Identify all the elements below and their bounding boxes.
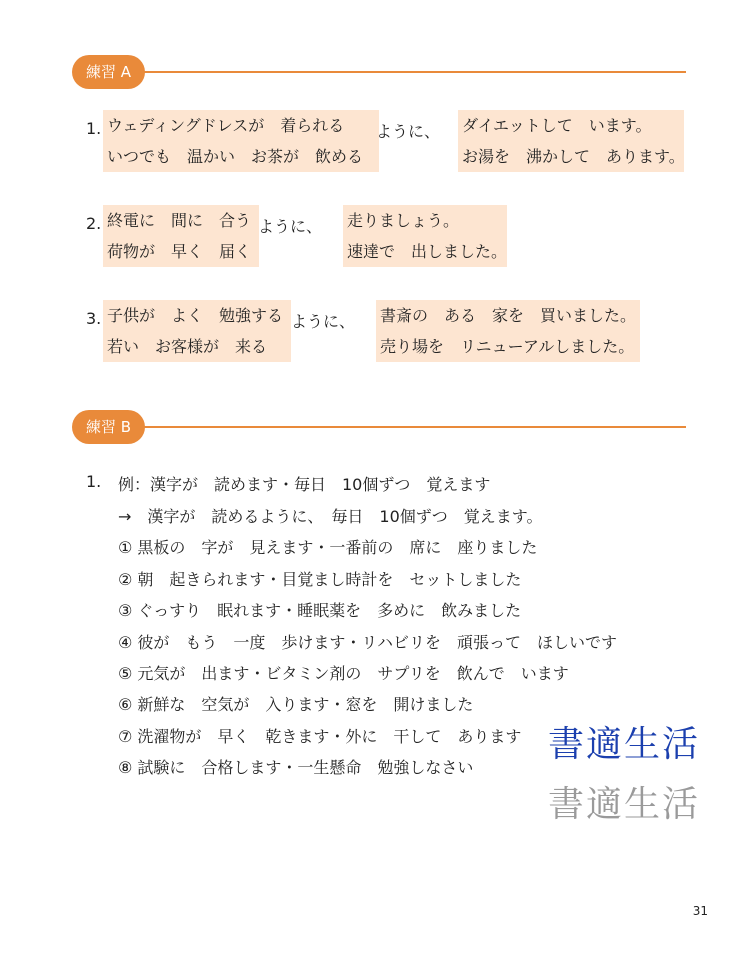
item-a1-clause xyxy=(103,110,379,172)
watermark-blue: 書適生活 xyxy=(548,724,701,765)
section-b-item-3: ③ ぐっすり 眠れます・睡眠薬を 多めに 飲みました xyxy=(118,601,522,620)
section-a-title: 練習 A xyxy=(72,55,145,89)
item-a1-result xyxy=(458,110,684,172)
section-b-title: 練習 B xyxy=(72,410,145,444)
item-a3-result-line1: 書斎の ある 家を 買いました。 xyxy=(380,306,637,325)
item-a3-clause xyxy=(103,300,291,362)
item-a3-clause-line1: 子供が よく 勉強する xyxy=(107,306,284,325)
item-a2-number: 2. xyxy=(86,214,102,233)
item-a1-clause-line2: いつでも 温かい お茶が 飲める xyxy=(107,147,364,166)
item-a3-number: 3. xyxy=(86,309,102,328)
item-a2-connector: ように、 xyxy=(258,217,323,236)
item-a1-result-line2: お湯を 沸かして あります。 xyxy=(462,147,685,166)
section-b-item-2: ② 朝 起きられます・目覚まし時計を セットしました xyxy=(118,570,522,589)
item-a2-result-line1: 走りましょう。 xyxy=(347,211,460,230)
section-b-item-8: ⑧ 試験に 合格します・一生懸命 勉強しなさい xyxy=(118,758,474,777)
section-b-number: 1. xyxy=(86,472,102,491)
item-a2-clause-line2: 荷物が 早く 届く xyxy=(107,242,252,261)
item-a3-result-line2: 売り場を リニューアルしました。 xyxy=(380,337,635,356)
item-a3-connector: ように、 xyxy=(291,312,356,331)
section-b-rule xyxy=(140,426,686,428)
item-a1-connector: ように、 xyxy=(376,122,441,141)
section-b-example: 例：漢字が 読めます・毎日 10個ずつ 覚えます xyxy=(118,475,491,494)
section-a-rule xyxy=(140,71,686,73)
section-b-example-answer: → 漢字が 読めるように、 毎日 10個ずつ 覚えます。 xyxy=(118,507,543,526)
item-a2-result xyxy=(343,205,507,267)
watermark-gray: 書適生活 xyxy=(548,784,701,825)
item-a1-number: 1. xyxy=(86,119,102,138)
item-a2-clause xyxy=(103,205,259,267)
item-a1-clause-line1: ウェディングドレスが 着られる xyxy=(107,116,345,135)
page-number: 31 xyxy=(692,904,708,918)
section-b-item-7: ⑦ 洗濯物が 早く 乾きます・外に 干して あります xyxy=(118,727,522,746)
section-b-item-6: ⑥ 新鮮な 空気が 入ります・窓を 開けました xyxy=(118,695,474,714)
item-a1-result-line1: ダイエットして います。 xyxy=(462,116,652,135)
section-b-item-4: ④ 彼が もう 一度 歩けます・リハビリを 頑張って ほしいです xyxy=(118,633,617,652)
item-a2-result-line2: 速達で 出しました。 xyxy=(347,242,508,261)
item-a2-clause-line1: 終電に 間に 合う xyxy=(107,211,252,230)
item-a3-result xyxy=(376,300,640,362)
item-a3-clause-line2: 若い お客様が 来る xyxy=(107,337,268,356)
section-b-item-1: ① 黒板の 字が 見えます・一番前の 席に 座りました xyxy=(118,538,538,557)
section-b-item-5: ⑤ 元気が 出ます・ビタミン剤の サプリを 飲んで います xyxy=(118,664,569,683)
